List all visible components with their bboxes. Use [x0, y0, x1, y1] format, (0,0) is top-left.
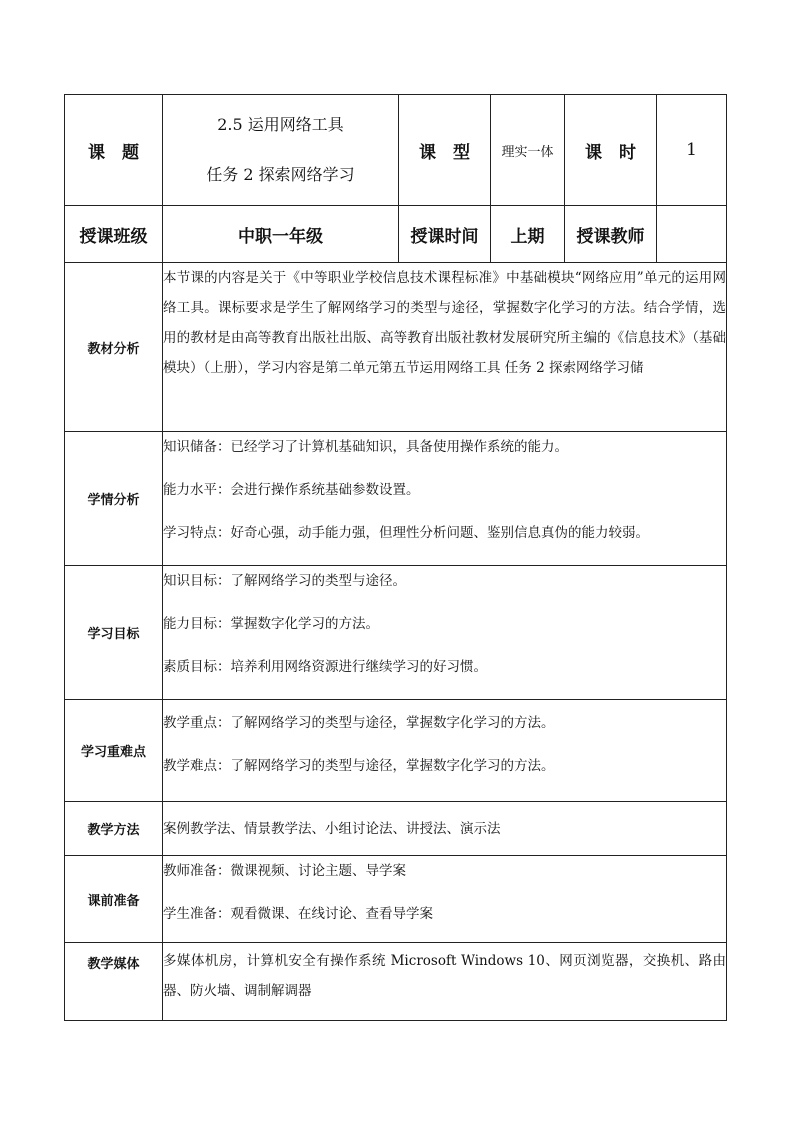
textbook-text: 本节课的内容是关于《中等职业学校信息技术课程标准》中基础模块“网络应用”单元的运用网络工具。课标要求是学生了解网络学习的类型与途径，掌握数字化学习的方法。结合学情，选用的教材是由高等教育出版社出版、高等教育出版社教材发展研究所主编的《信息技术》（基础模块）（上册），学习内容是第二单元第五节运用网络工具 任务 2 探索网络学习储	[163, 263, 727, 432]
keypoint-difficulty: 教学难点：了解网络学习的类型与途径，掌握数字化学习的方法。	[163, 758, 555, 774]
hours-value: 1	[657, 95, 727, 206]
methods-text: 案例教学法、情景教学法、小组讨论法、讲授法、演示法	[163, 802, 727, 856]
goal-quality: 素质目标：培养利用网络资源进行继续学习的好习惯。	[163, 659, 487, 675]
class-row	[65, 206, 727, 263]
subject-label: 课 题	[65, 95, 163, 206]
teacher-label: 授课教师	[565, 206, 657, 263]
methods-label: 教学方法	[65, 802, 163, 856]
prep-text	[163, 856, 727, 943]
time-value: 上期	[491, 206, 565, 263]
textbook-label: 教材分析	[65, 263, 163, 432]
students-knowledge: 知识储备：已经学习了计算机基础知识，具备使用操作系统的能力。	[163, 439, 568, 455]
methods-row	[65, 802, 727, 856]
type-label: 课 型	[399, 95, 491, 206]
lesson-title-line2: 任务 2 探索网络学习	[206, 165, 355, 184]
keypoint-focus: 教学重点：了解网络学习的类型与途径，掌握数字化学习的方法。	[163, 715, 555, 731]
header-row	[65, 95, 727, 206]
keypoints-row	[65, 700, 727, 802]
goals-text	[163, 566, 727, 700]
prep-label: 课前准备	[65, 856, 163, 943]
keypoints-text	[163, 700, 727, 802]
hours-label: 课 时	[565, 95, 657, 206]
time-label: 授课时间	[399, 206, 491, 263]
media-label: 教学媒体	[65, 943, 163, 1021]
students-ability: 能力水平：会进行操作系统基础参数设置。	[163, 482, 420, 498]
students-text	[163, 432, 727, 566]
goal-ability: 能力目标：掌握数字化学习的方法。	[163, 616, 379, 632]
prep-row	[65, 856, 727, 943]
goals-label: 学习目标	[65, 566, 163, 700]
type-value: 理实一体	[491, 95, 565, 206]
media-row	[65, 943, 727, 1021]
class-label: 授课班级	[65, 206, 163, 263]
keypoints-label: 学习重难点	[65, 700, 163, 802]
lesson-plan-table	[64, 94, 727, 1021]
teacher-value	[657, 206, 727, 263]
textbook-row	[65, 263, 727, 432]
goals-row	[65, 566, 727, 700]
media-text: 多媒体机房，计算机安全有操作系统 Microsoft Windows 10、网页浏览器，交换机、路由器、防火墙、调制解调器	[163, 943, 727, 1021]
lesson-title-line1: 2.5 运用网络工具	[217, 115, 344, 134]
students-traits: 学习特点：好奇心强，动手能力强，但理性分析问题、鉴别信息真伪的能力较弱。	[163, 525, 649, 541]
lesson-title-cell	[163, 95, 399, 206]
students-row	[65, 432, 727, 566]
prep-teacher: 教师准备：微课视频、讨论主题、导学案	[163, 863, 406, 879]
students-label: 学情分析	[65, 432, 163, 566]
goal-knowledge: 知识目标：了解网络学习的类型与途径。	[163, 573, 406, 589]
prep-student: 学生准备：观看微课、在线讨论、查看导学案	[163, 906, 433, 922]
class-value: 中职一年级	[163, 206, 399, 263]
